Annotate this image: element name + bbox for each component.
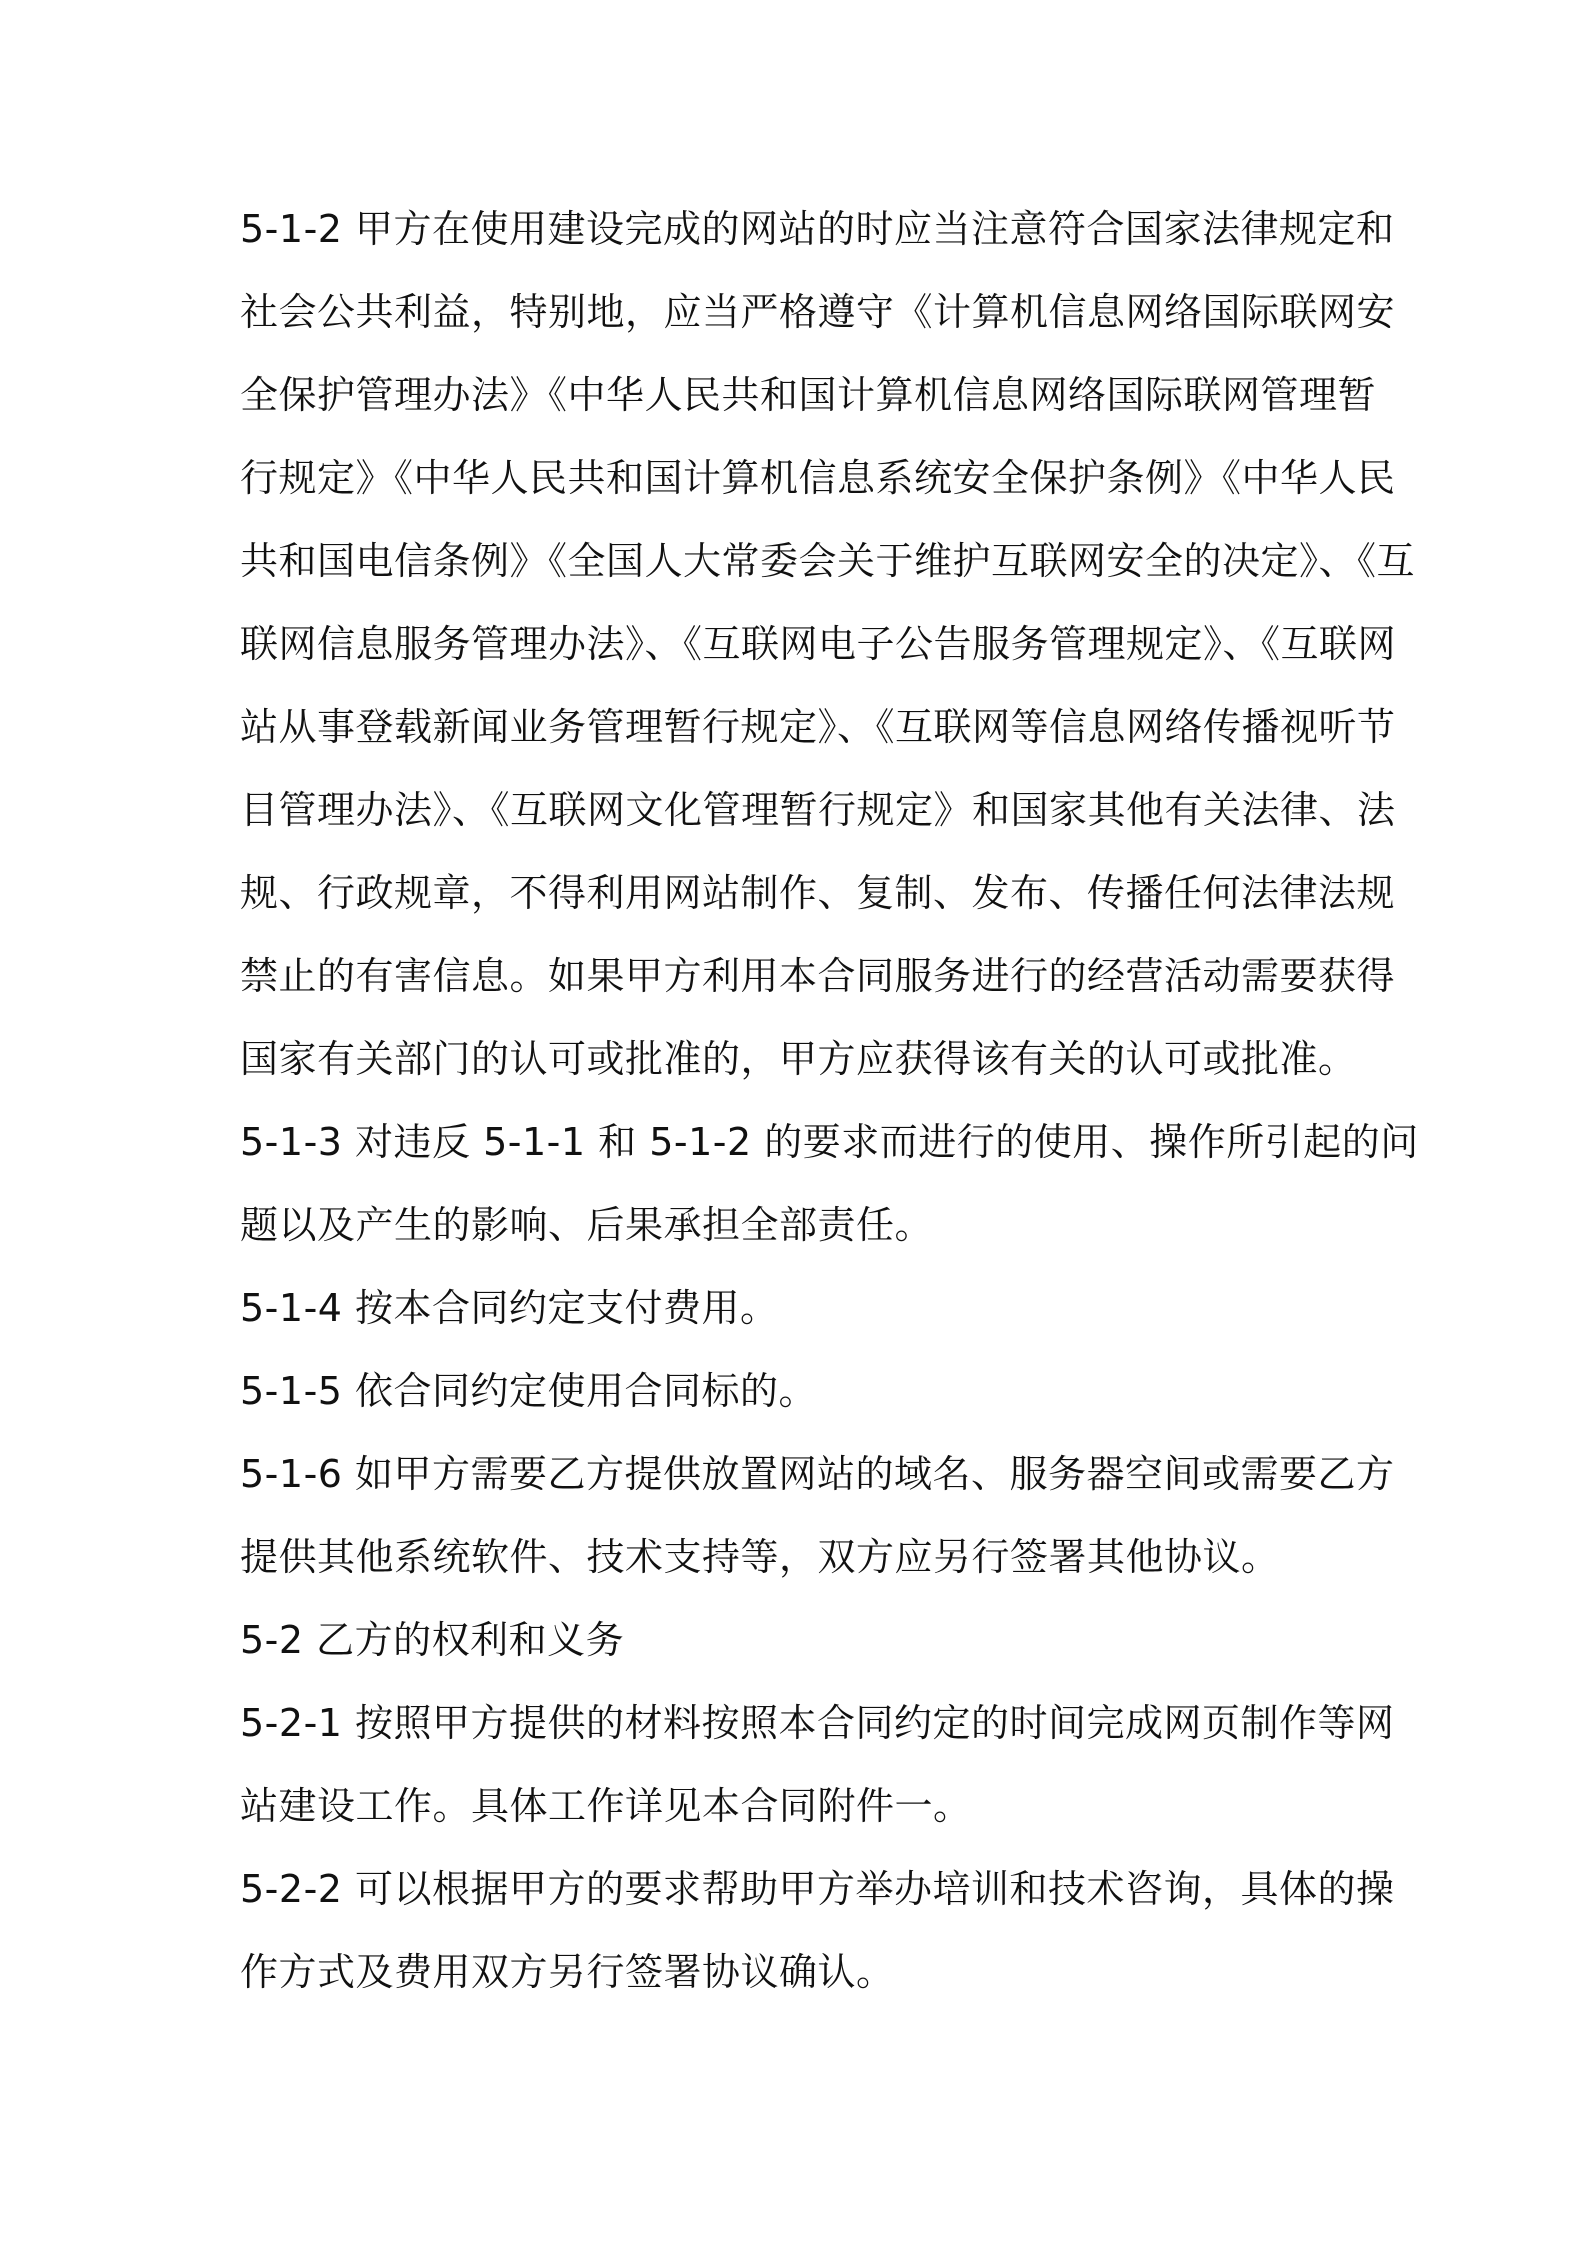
text-line: 提供其他系统软件、技术支持等，双方应另行签署其他协议。 [240, 1535, 1280, 1579]
clause-5-2-1 [240, 1682, 1395, 1848]
text-line: 国家有关部门的认可或批准的，甲方应获得该有关的认可或批准。 [240, 1037, 1357, 1081]
text-line: 5-1-4 按本合同约定支付费用。 [240, 1286, 779, 1330]
text-line: 5-2-2 可以根据甲方的要求帮助甲方举办培训和技术咨询，具体的操 [240, 1867, 1395, 1911]
text-line: 5-1-6 如甲方需要乙方提供放置网站的域名、服务器空间或需要乙方 [240, 1452, 1395, 1496]
text-line: 站建设工作。具体工作详见本合同附件一。 [240, 1784, 972, 1828]
clause-5-1-2 [240, 188, 1416, 1101]
text-line: 共和国电信条例》《全国人大常委会关于维护互联网安全的决定》、《互 [240, 539, 1416, 583]
text-line: 禁止的有害信息。如果甲方利用本合同服务进行的经营活动需要获得 [240, 954, 1396, 998]
clause-5-1-6 [240, 1433, 1395, 1599]
text-line: 规、行政规章，不得利用网站制作、复制、发布、传播任何法律法规 [240, 871, 1396, 915]
text-line: 题以及产生的影响、后果承担全部责任。 [240, 1203, 934, 1247]
text-line: 5-1-2 甲方在使用建设完成的网站的时应当注意符合国家法律规定和 [240, 207, 1395, 251]
text-line: 作方式及费用双方另行签署协议确认。 [240, 1950, 895, 1994]
text-line: 5-1-3 对违反 5-1-1 和 5-1-2 的要求而进行的使用、操作所引起的问 [240, 1120, 1419, 1164]
text-line: 5-2-1 按照甲方提供的材料按照本合同约定的时间完成网页制作等网 [240, 1701, 1395, 1745]
clause-5-1-3 [240, 1101, 1419, 1267]
section-heading-5-2 [240, 1599, 1350, 1682]
text-line: 目管理办法》、《互联网文化管理暂行规定》和国家其他有关法律、法 [240, 788, 1396, 832]
text-line: 行规定》《中华人民共和国计算机信息系统安全保护条例》《中华人民 [240, 456, 1396, 500]
text-line: 联网信息服务管理办法》、《互联网电子公告服务管理规定》、《互联网 [240, 622, 1397, 666]
text-line: 全保护管理办法》《中华人民共和国计算机信息网络国际联网管理暂 [240, 373, 1377, 417]
section-heading: 5-2 乙方的权利和义务 [240, 1618, 625, 1662]
clause-5-2-2 [240, 1848, 1395, 2014]
clause-5-1-4 [240, 1267, 1350, 1350]
text-line: 站从事登载新闻业务管理暂行规定》、《互联网等信息网络传播视听节 [240, 705, 1396, 749]
text-line: 5-1-5 依合同约定使用合同标的。 [240, 1369, 818, 1413]
text-line: 社会公共利益，特别地，应当严格遵守《计算机信息网络国际联网安 [240, 290, 1396, 334]
clause-5-1-5 [240, 1350, 1350, 1433]
document-body [240, 188, 1419, 2014]
